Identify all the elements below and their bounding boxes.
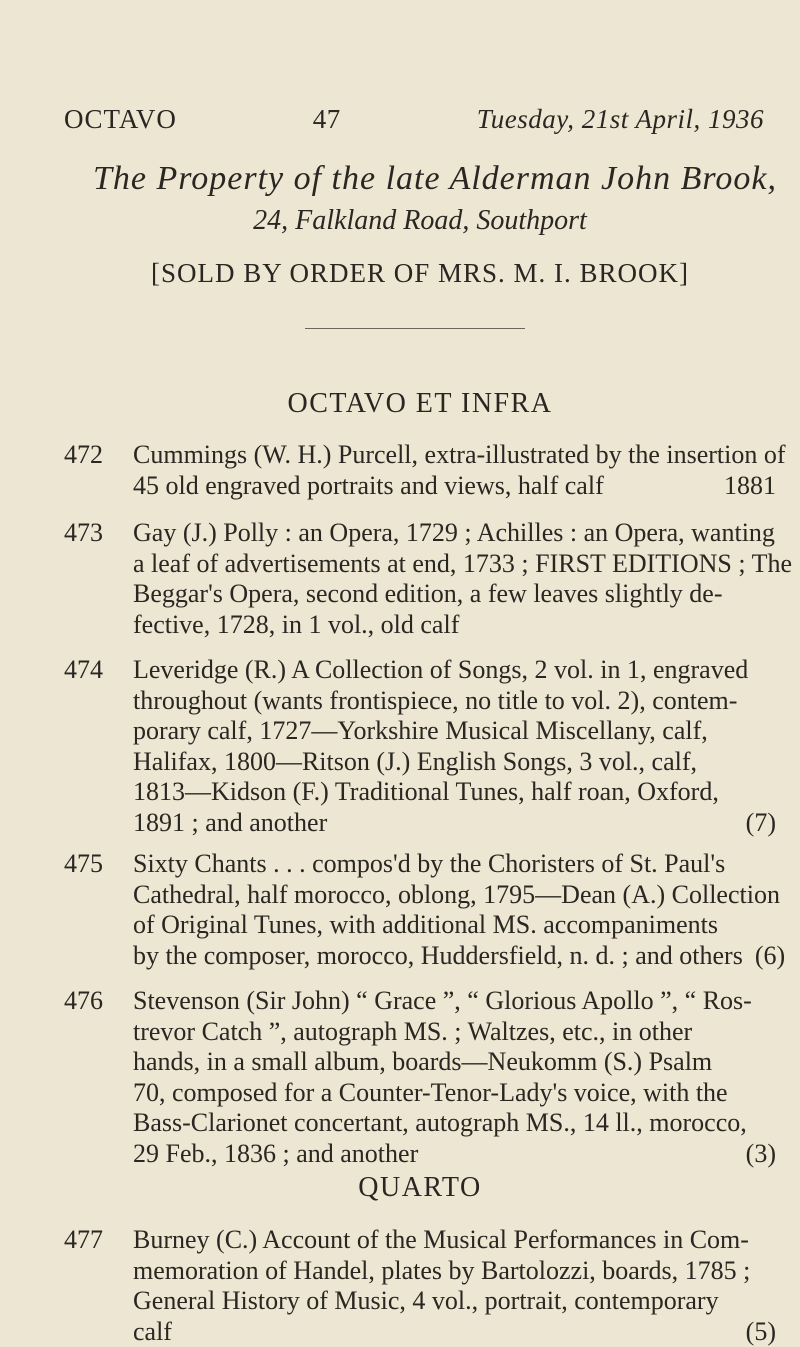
lot-line-text: Leveridge (R.) A Collection of Songs, 2 vol. in 1, engraved — [133, 655, 748, 686]
lot-line — [133, 1139, 776, 1170]
lot-line-text: fective, 1728, in 1 vol., old calf — [133, 610, 459, 641]
lot-line — [133, 1225, 776, 1256]
lot-quantity: (6) — [755, 941, 785, 972]
lot-number: 473 — [64, 518, 114, 549]
lot-line — [133, 471, 776, 502]
lot-line-text: Halifax, 1800—Ritson (J.) English Songs, 3 vol., calf, — [133, 747, 697, 778]
lot-number: 475 — [64, 849, 114, 880]
lot-line-text: 29 Feb., 1836 ; and another — [133, 1139, 418, 1170]
lot-line — [133, 579, 776, 610]
lot-line-text: Sixty Chants . . . compos'd by the Choristers of St. Paul's — [133, 849, 725, 880]
lot-line — [133, 518, 776, 549]
lot-line — [133, 910, 776, 941]
page-number: 47 — [313, 104, 341, 135]
lot-number: 474 — [64, 655, 114, 686]
lot-line-text: by the composer, morocco, Huddersfield, n. d. ; and others — [133, 941, 743, 972]
lot-line-text: of Original Tunes, with additional MS. accompaniments — [133, 910, 718, 941]
lot-line — [133, 941, 776, 972]
lot-line-text: Cathedral, half morocco, oblong, 1795—Dean (A.) Collection — [133, 880, 780, 911]
lot-472 — [64, 440, 776, 501]
lot-description — [133, 1225, 776, 1347]
lot-quantity: (7) — [746, 808, 776, 839]
lot-description — [133, 655, 776, 838]
lot-line-text: Cummings (W. H.) Purcell, extra-illustrated by the insertion of — [133, 440, 786, 471]
lot-line-text: memoration of Handel, plates by Bartolozzi, boards, 1785 ; — [133, 1256, 750, 1287]
property-title: The Property of the late Alderman John Brook, — [0, 160, 800, 198]
lot-line-text: calf — [133, 1317, 172, 1347]
divider-rule — [305, 328, 525, 329]
lot-474 — [64, 655, 776, 838]
lot-number: 472 — [64, 440, 114, 471]
lot-line-text: Beggar's Opera, second edition, a few leaves slightly de- — [133, 579, 723, 610]
lot-477 — [64, 1225, 776, 1347]
sale-date: Tuesday, 21st April, 1936 — [477, 104, 764, 135]
lot-line-text: 45 old engraved portraits and views, half calf — [133, 471, 604, 502]
lot-line — [133, 716, 776, 747]
lot-description — [133, 440, 776, 501]
lot-line — [133, 1017, 776, 1048]
lot-line — [133, 1256, 776, 1287]
lot-line-text: hands, in a small album, boards—Neukomm (S.) Psalm — [133, 1047, 712, 1078]
lot-line-text: a leaf of advertisements at end, 1733 ; FIRST EDITIONS ; The — [133, 549, 792, 580]
lot-line-text: Gay (J.) Polly : an Opera, 1729 ; Achilles : an Opera, wanting — [133, 518, 775, 549]
lot-line — [133, 880, 776, 911]
running-head — [64, 104, 764, 135]
lot-number: 477 — [64, 1225, 114, 1256]
lot-473 — [64, 518, 776, 640]
lot-line — [133, 747, 776, 778]
lot-description — [133, 986, 776, 1169]
lot-line-text: 70, composed for a Counter-Tenor-Lady's voice, with the — [133, 1078, 728, 1109]
owner-address: 24, Falkland Road, Southport — [0, 205, 800, 237]
section-heading-quarto: QUARTO — [0, 1172, 800, 1204]
lot-line — [133, 549, 776, 580]
lot-line — [133, 986, 776, 1017]
lot-line — [133, 849, 776, 880]
lot-475 — [64, 849, 776, 971]
lot-description — [133, 849, 776, 971]
lot-line — [133, 808, 776, 839]
lot-line-text: trevor Catch ”, autograph MS. ; Waltzes, etc., in other — [133, 1017, 692, 1048]
lot-line-text: throughout (wants frontispiece, no title to vol. 2), contem- — [133, 686, 737, 717]
lot-line-text: Bass-Clarionet concertant, autograph MS., 14 ll., morocco, — [133, 1108, 747, 1139]
lot-quantity: (3) — [746, 1139, 776, 1170]
lot-line — [133, 1317, 776, 1347]
lot-line — [133, 1078, 776, 1109]
lot-476 — [64, 986, 776, 1169]
lot-line-text: Stevenson (Sir John) “ Grace ”, “ Glorious Apollo ”, “ Ros- — [133, 986, 752, 1017]
lot-line — [133, 686, 776, 717]
section-label: OCTAVO — [64, 104, 177, 135]
lot-number: 476 — [64, 986, 114, 1017]
lot-line-text: Burney (C.) Account of the Musical Performances in Com- — [133, 1225, 749, 1256]
lot-quantity: 1881 — [724, 471, 776, 502]
lot-line — [133, 1108, 776, 1139]
lot-line — [133, 1047, 776, 1078]
lot-line-text: 1891 ; and another — [133, 808, 327, 839]
lot-line-text: 1813—Kidson (F.) Traditional Tunes, half roan, Oxford, — [133, 777, 719, 808]
lot-quantity: (5) — [746, 1317, 776, 1347]
lot-description — [133, 518, 776, 640]
sold-by-note: [SOLD BY ORDER OF MRS. M. I. BROOK] — [0, 258, 800, 289]
lot-line-text: General History of Music, 4 vol., portrait, contemporary — [133, 1286, 719, 1317]
lot-line-text: porary calf, 1727—Yorkshire Musical Miscellany, calf, — [133, 716, 708, 747]
lot-line — [133, 777, 776, 808]
lot-line — [133, 655, 776, 686]
section-heading-octavo: OCTAVO ET INFRA — [0, 388, 800, 420]
lot-line — [133, 610, 776, 641]
lot-line — [133, 1286, 776, 1317]
lot-line — [133, 440, 776, 471]
